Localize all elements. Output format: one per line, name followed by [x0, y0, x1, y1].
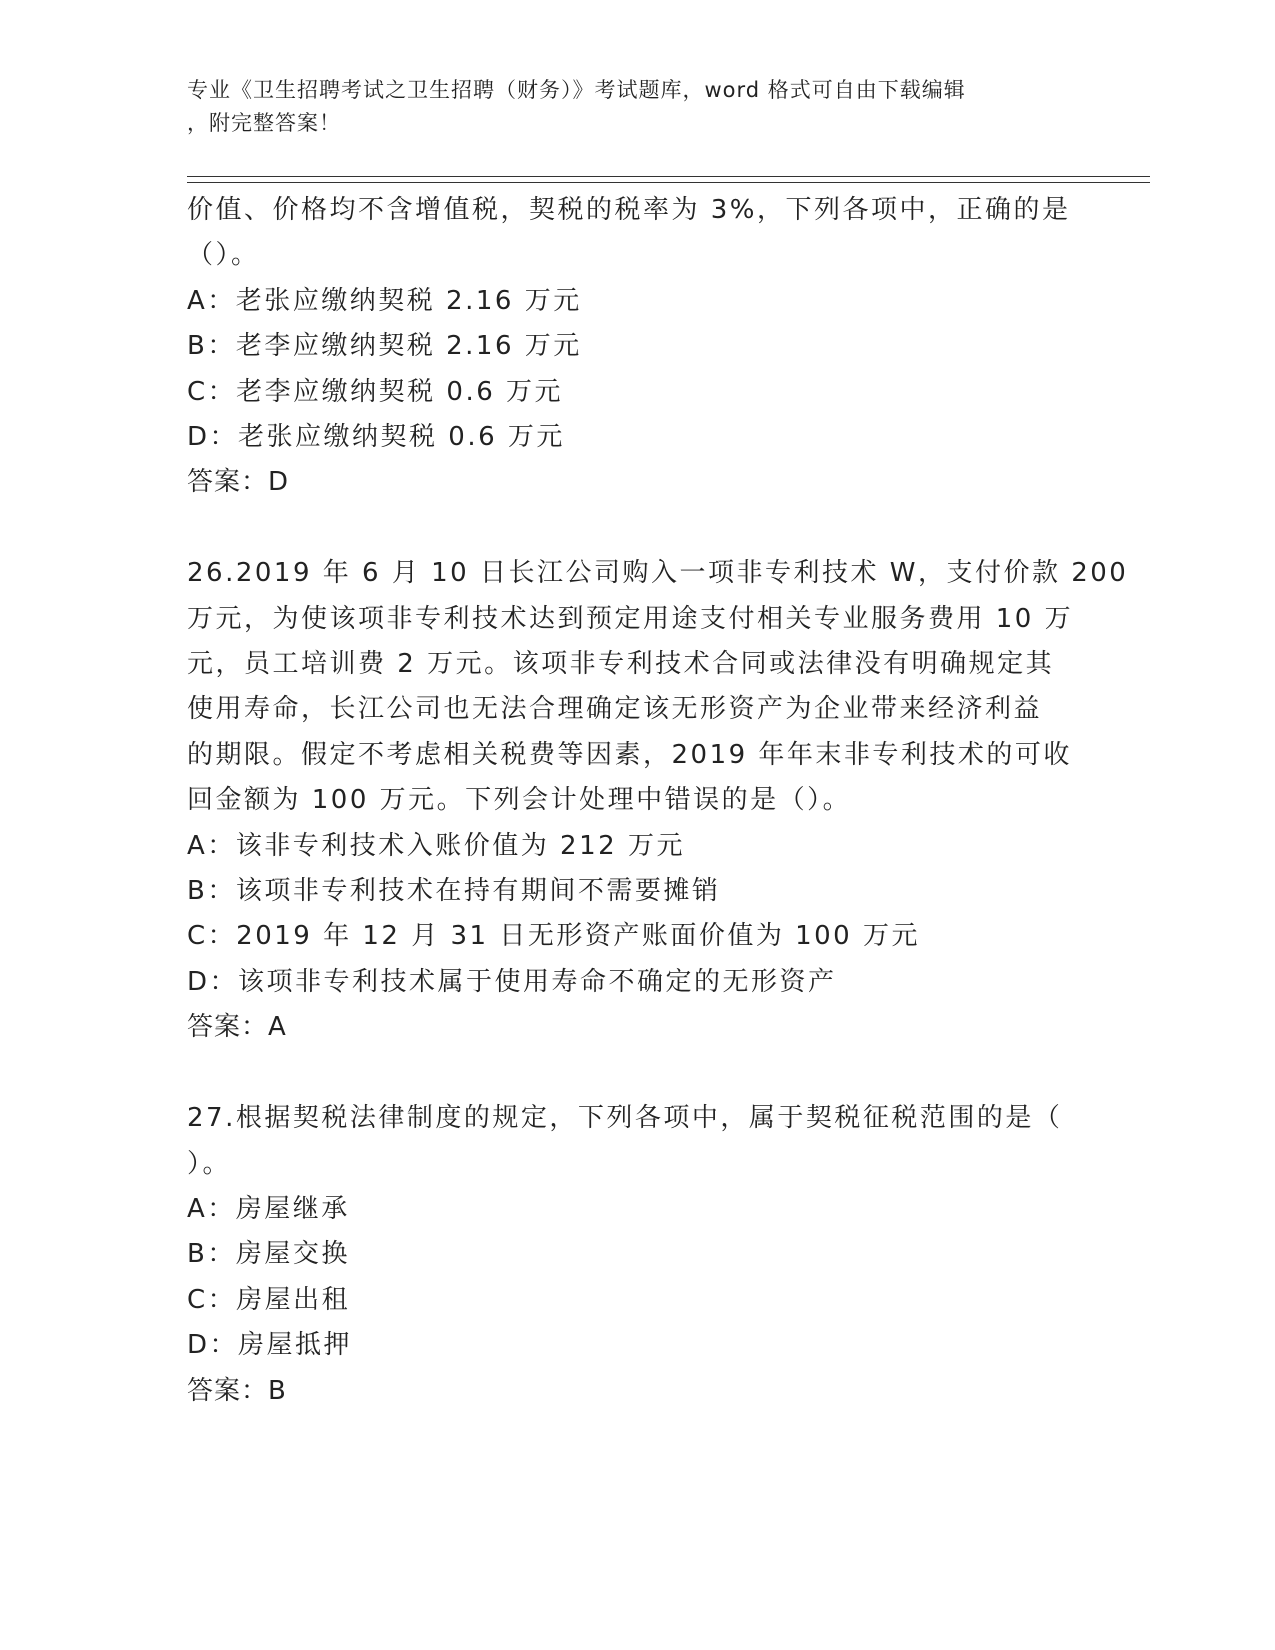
question-stem-line: ）。	[187, 1148, 232, 1179]
option-b: B：该项非专利技术在持有期间不需要摊销	[187, 876, 721, 907]
answer-label: 答案：B	[187, 1375, 287, 1406]
option-c: C：2019 年 12 月 31 日无形资产账面价值为 100 万元	[187, 921, 920, 952]
question-list	[187, 188, 1129, 1414]
question-stem-line: （）。	[187, 240, 260, 271]
question-stem-line: 万元，为使该项非专利技术达到预定用途支付相关专业服务费用 10 万	[187, 603, 1074, 634]
option-c: C：房屋出租	[187, 1284, 351, 1315]
page-header	[187, 74, 1067, 140]
option-d: D：老张应缴纳契税 0.6 万元	[187, 422, 565, 453]
question-stem-line: 价值、价格均不含增值税，契税的税率为 3%，下列各项中，正确的是	[187, 195, 1071, 225]
option-a: A：老张应缴纳契税 2.16 万元	[187, 285, 582, 316]
option-a: A：房屋继承	[187, 1193, 350, 1224]
header-line-2: ，附完整答案！	[187, 111, 341, 135]
question-stem-line: 元，员工培训费 2 万元。该项非专利技术合同或法律没有明确规定其	[187, 649, 1055, 680]
spacer	[187, 506, 1067, 551]
option-d: D：房屋抵押	[187, 1330, 353, 1361]
answer-label: 答案：D	[187, 467, 290, 498]
question-stem-line: 26.2019 年 6 月 10 日长江公司购入一项非专利技术 W，支付价款 200	[187, 558, 1129, 589]
question-stem-line: 27.根据契税法律制度的规定，下列各项中，属于契税征税范围的是（	[187, 1103, 1063, 1134]
option-b: B：房屋交换	[187, 1239, 350, 1270]
header-line-1: 专业《卫生招聘考试之卫生招聘（财务）》考试题库，word 格式可自由下载编辑	[187, 78, 966, 102]
question-stem-line: 回金额为 100 万元。下列会计处理中错误的是（）。	[187, 785, 852, 816]
question-stem-line: 使用寿命，长江公司也无法合理确定该无形资产为企业带来经济利益	[187, 694, 1043, 725]
answer-label: 答案：A	[187, 1012, 287, 1043]
question-27	[187, 1096, 1067, 1414]
spacer	[187, 1051, 1067, 1096]
question-26	[187, 551, 1129, 1050]
option-c: C：老李应缴纳契税 0.6 万元	[187, 376, 564, 407]
option-a: A：该非专利技术入账价值为 212 万元	[187, 830, 685, 861]
header-divider-bottom	[187, 182, 1150, 183]
question-25	[187, 188, 1071, 506]
header-divider-top	[187, 176, 1150, 177]
option-b: B：老李应缴纳契税 2.16 万元	[187, 331, 582, 362]
question-stem-line: 的期限。假定不考虑相关税费等因素，2019 年年末非专利技术的可收	[187, 739, 1072, 770]
option-d: D：该项非专利技术属于使用寿命不确定的无形资产	[187, 966, 837, 997]
